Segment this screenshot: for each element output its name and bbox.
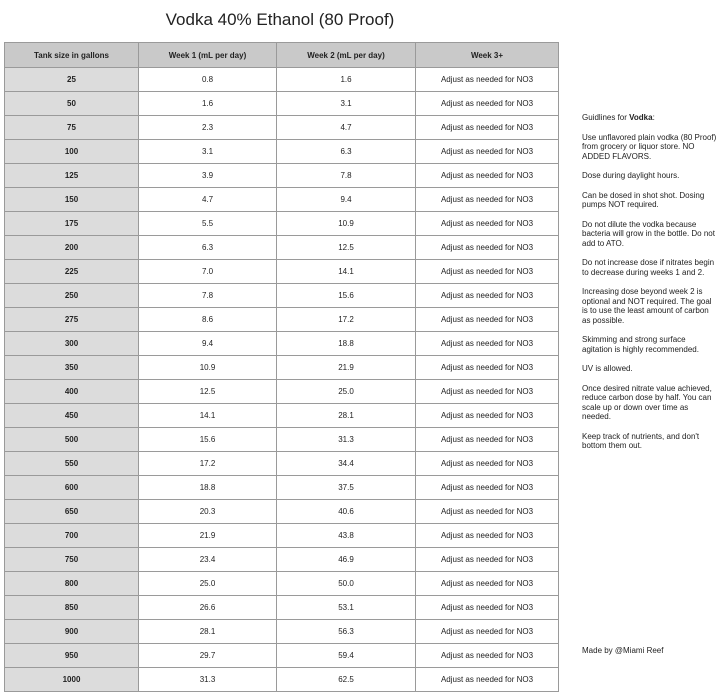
cell-week-1: 5.5 [139,212,277,236]
guideline-item: Keep track of nutrients, and don't bottom them out. [582,431,700,450]
cell-week-3: Adjust as needed for NO3 [416,620,559,644]
guideline-item: Use unflavored plain vodka (80 Proof) from grocery or liquor store. NO ADDED FLAVORS. [582,132,717,161]
cell-tank-size: 350 [5,356,139,380]
table-row [5,524,559,548]
cell-week-3: Adjust as needed for NO3 [416,524,559,548]
cell-week-1: 29.7 [139,644,277,668]
cell-tank-size: 225 [5,260,139,284]
table-row [5,308,559,332]
guidelines-heading-prefix: Guidlines for [582,113,630,122]
cell-week-3: Adjust as needed for NO3 [416,116,559,140]
cell-week-1: 15.6 [139,428,277,452]
table-row [5,236,559,260]
table-row [5,428,559,452]
cell-week-2: 25.0 [277,380,416,404]
table-row [5,284,559,308]
header-week-2: Week 2 (mL per day) [277,43,416,68]
cell-week-3: Adjust as needed for NO3 [416,596,559,620]
cell-tank-size: 600 [5,476,139,500]
cell-week-2: 14.1 [277,260,416,284]
cell-tank-size: 125 [5,164,139,188]
cell-tank-size: 100 [5,140,139,164]
cell-week-3: Adjust as needed for NO3 [416,500,559,524]
header-week-3: Week 3+ [416,43,559,68]
cell-tank-size: 750 [5,548,139,572]
cell-week-2: 3.1 [277,92,416,116]
cell-tank-size: 75 [5,116,139,140]
table-row [5,68,559,92]
cell-week-2: 46.9 [277,548,416,572]
cell-tank-size: 850 [5,596,139,620]
cell-week-2: 37.5 [277,476,416,500]
cell-tank-size: 550 [5,452,139,476]
table-row [5,548,559,572]
cell-tank-size: 175 [5,212,139,236]
guideline-item: UV is allowed. [582,364,633,373]
cell-week-3: Adjust as needed for NO3 [416,356,559,380]
table-body [5,68,559,692]
guidelines-heading-bold: Vodka [629,113,653,122]
table-row [5,356,559,380]
cell-week-2: 43.8 [277,524,416,548]
cell-tank-size: 250 [5,284,139,308]
table-row [5,452,559,476]
cell-tank-size: 275 [5,308,139,332]
cell-week-2: 12.5 [277,236,416,260]
cell-tank-size: 200 [5,236,139,260]
table-row [5,644,559,668]
cell-week-3: Adjust as needed for NO3 [416,188,559,212]
cell-week-2: 9.4 [277,188,416,212]
table-row [5,332,559,356]
cell-tank-size: 450 [5,404,139,428]
cell-week-1: 0.8 [139,68,277,92]
guideline-item: Can be dosed in shot shot. Dosing pumps NOT required. [582,190,705,209]
cell-week-1: 6.3 [139,236,277,260]
table-row [5,212,559,236]
table-row [5,668,559,692]
cell-week-1: 21.9 [139,524,277,548]
cell-week-3: Adjust as needed for NO3 [416,260,559,284]
cell-tank-size: 950 [5,644,139,668]
cell-week-1: 8.6 [139,308,277,332]
cell-week-3: Adjust as needed for NO3 [416,212,559,236]
cell-week-3: Adjust as needed for NO3 [416,428,559,452]
cell-week-3: Adjust as needed for NO3 [416,332,559,356]
cell-tank-size: 1000 [5,668,139,692]
table-row [5,620,559,644]
cell-week-2: 53.1 [277,596,416,620]
guidelines-panel [582,113,718,461]
table-row [5,476,559,500]
guidelines-heading [582,113,718,123]
guideline-item: Skimming and strong surface agitation is highly recommended. [582,335,699,354]
cell-week-3: Adjust as needed for NO3 [416,140,559,164]
table-header-row [5,43,559,68]
cell-week-3: Adjust as needed for NO3 [416,380,559,404]
guidelines-heading-suffix: : [652,113,655,122]
cell-week-2: 15.6 [277,284,416,308]
cell-week-1: 25.0 [139,572,277,596]
cell-tank-size: 500 [5,428,139,452]
cell-week-1: 23.4 [139,548,277,572]
guideline-item: Once desired nitrate value achieved, reduce carbon dose by half. You can scale up or down over time as needed. [582,383,712,421]
cell-week-1: 7.0 [139,260,277,284]
cell-week-3: Adjust as needed for NO3 [416,548,559,572]
table-row [5,404,559,428]
cell-week-3: Adjust as needed for NO3 [416,164,559,188]
cell-week-1: 7.8 [139,284,277,308]
cell-tank-size: 50 [5,92,139,116]
cell-week-2: 1.6 [277,68,416,92]
cell-week-1: 18.8 [139,476,277,500]
cell-tank-size: 150 [5,188,139,212]
dosing-table [4,42,559,692]
cell-week-2: 18.8 [277,332,416,356]
table-row [5,380,559,404]
guideline-item: Increasing dose beyond week 2 is optional and NOT required. The goal is to use the least amount of carbon as possible. [582,287,712,325]
cell-week-3: Adjust as needed for NO3 [416,476,559,500]
guideline-item: Do not dilute the vodka because bacteria will grow in the bottle. Do not add to ATO. [582,219,715,248]
table-row [5,188,559,212]
cell-week-2: 6.3 [277,140,416,164]
cell-week-1: 1.6 [139,92,277,116]
cell-week-1: 14.1 [139,404,277,428]
cell-week-1: 10.9 [139,356,277,380]
cell-week-2: 4.7 [277,116,416,140]
cell-tank-size: 800 [5,572,139,596]
table-row [5,140,559,164]
cell-week-2: 34.4 [277,452,416,476]
cell-week-2: 17.2 [277,308,416,332]
cell-week-1: 17.2 [139,452,277,476]
cell-week-2: 59.4 [277,644,416,668]
cell-tank-size: 25 [5,68,139,92]
cell-week-3: Adjust as needed for NO3 [416,284,559,308]
cell-week-2: 10.9 [277,212,416,236]
cell-week-1: 3.9 [139,164,277,188]
table-row [5,596,559,620]
table-row [5,164,559,188]
cell-week-3: Adjust as needed for NO3 [416,308,559,332]
cell-tank-size: 900 [5,620,139,644]
cell-week-2: 7.8 [277,164,416,188]
table-row [5,572,559,596]
cell-week-1: 12.5 [139,380,277,404]
table-row [5,500,559,524]
cell-week-3: Adjust as needed for NO3 [416,452,559,476]
cell-week-2: 40.6 [277,500,416,524]
cell-week-1: 3.1 [139,140,277,164]
cell-week-1: 4.7 [139,188,277,212]
table-row [5,116,559,140]
cell-week-2: 31.3 [277,428,416,452]
credit-text: Made by @Miami Reef [582,646,664,655]
cell-week-2: 21.9 [277,356,416,380]
header-week-1: Week 1 (mL per day) [139,43,277,68]
cell-week-1: 2.3 [139,116,277,140]
cell-week-1: 9.4 [139,332,277,356]
cell-week-3: Adjust as needed for NO3 [416,68,559,92]
cell-week-2: 62.5 [277,668,416,692]
cell-tank-size: 400 [5,380,139,404]
page-title: Vodka 40% Ethanol (80 Proof) [165,10,395,29]
cell-tank-size: 700 [5,524,139,548]
cell-week-1: 28.1 [139,620,277,644]
header-tank-size: Tank size in gallons [5,43,139,68]
cell-week-1: 20.3 [139,500,277,524]
cell-week-2: 28.1 [277,404,416,428]
guideline-item: Dose during daylight hours. [582,171,680,180]
cell-tank-size: 650 [5,500,139,524]
guideline-item: Do not increase dose if nitrates begin to decrease during weeks 1 and 2. [582,258,715,277]
cell-week-3: Adjust as needed for NO3 [416,644,559,668]
cell-week-1: 26.6 [139,596,277,620]
cell-week-3: Adjust as needed for NO3 [416,404,559,428]
cell-tank-size: 300 [5,332,139,356]
cell-week-3: Adjust as needed for NO3 [416,668,559,692]
cell-week-1: 31.3 [139,668,277,692]
cell-week-3: Adjust as needed for NO3 [416,236,559,260]
cell-week-2: 50.0 [277,572,416,596]
table-row [5,92,559,116]
cell-week-3: Adjust as needed for NO3 [416,572,559,596]
table-row [5,260,559,284]
cell-week-3: Adjust as needed for NO3 [416,92,559,116]
cell-week-2: 56.3 [277,620,416,644]
